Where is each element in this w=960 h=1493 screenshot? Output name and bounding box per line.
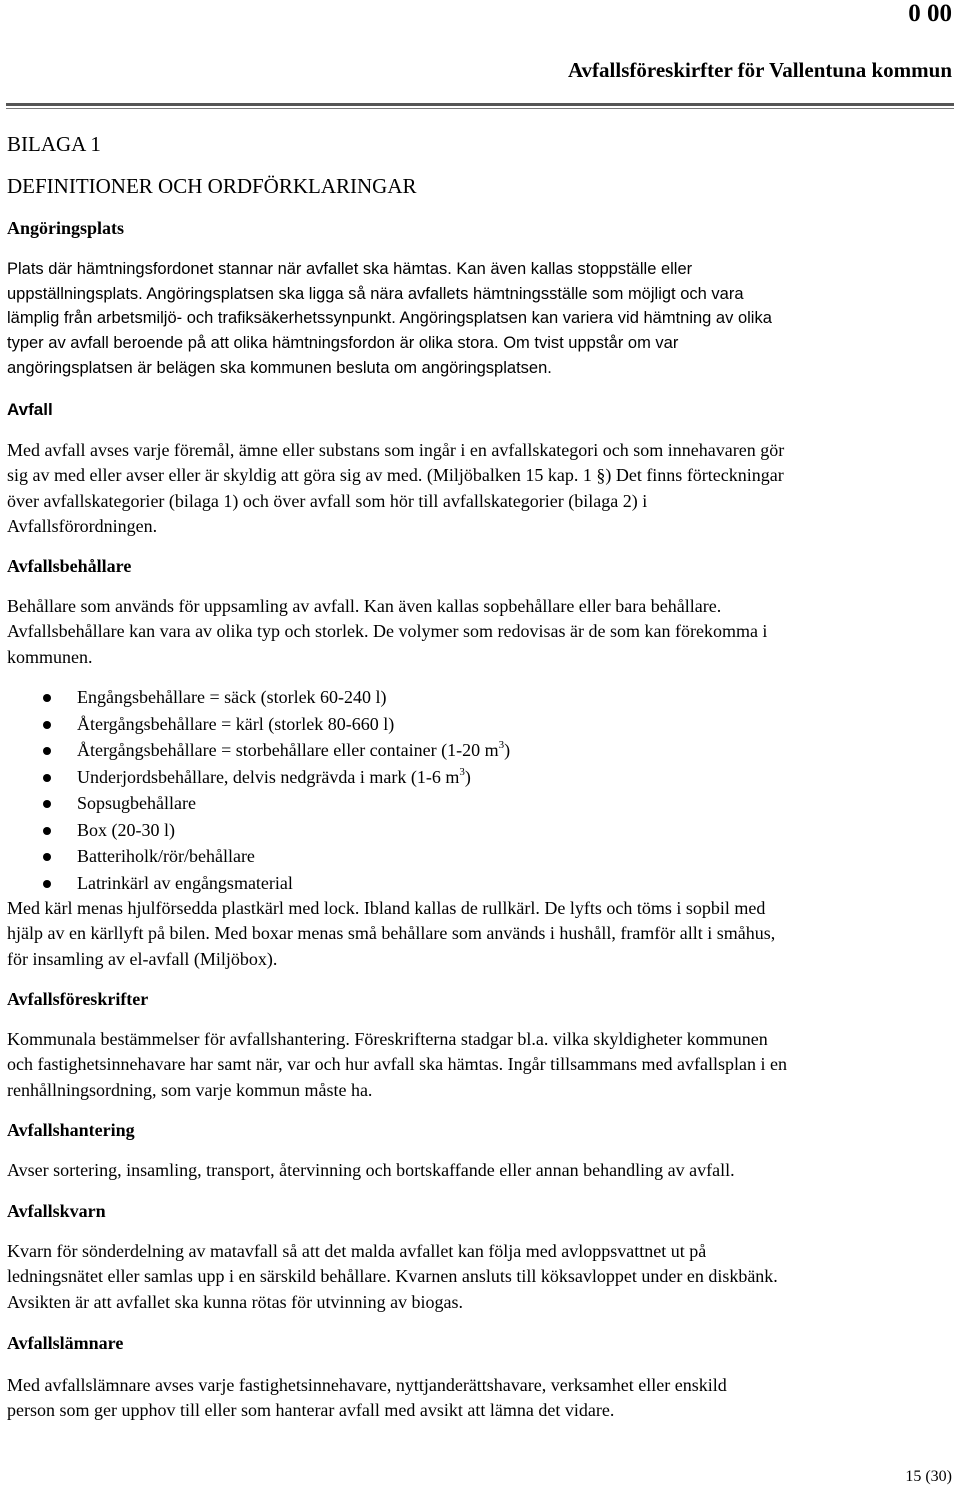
list-item: Box (20-30 l): [7, 817, 907, 844]
bullet-icon: [43, 721, 51, 729]
definition-avfallskvarn: [7, 1239, 952, 1315]
header-divider-thin: [6, 108, 954, 109]
bullet-icon: [43, 853, 51, 861]
definition-line: lämplig från arbetsmiljö- och trafiksäkerhetssynpunkt. Angöringsplatsen kan variera vid hämtning av olika: [7, 309, 772, 328]
definition-line: Avsikten är att avfallet ska kunna rötas för utvinning av biogas.: [7, 1291, 464, 1312]
list-item: Återgångsbehållare = kärl (storlek 80-660 l): [7, 711, 907, 738]
section-title: DEFINITIONER OCH ORDFÖRKLARINGAR: [7, 174, 417, 198]
list-item: Batteriholk/rör/behållare: [7, 843, 907, 870]
header-divider: [6, 103, 954, 106]
definition-line: Kommunala bestämmelser för avfallshantering. Föreskrifterna stadgar bl.a. vilka skyldigheter kommunen: [7, 1029, 768, 1049]
definition-line: över avfallskategorier (bilaga 1) och över avfall som hör till avfallskategorier (bilaga 2) i: [7, 490, 648, 511]
superscript-three: 3: [459, 765, 465, 778]
definition-line: Avser sortering, insamling, transport, återvinning och bortskaffande eller annan behandling av avfall.: [7, 1160, 735, 1180]
list-item: Underjordsbehållare, delvis nedgrävda i mark (1-6 $m^3$): [7, 764, 907, 791]
document-title: Avfallsföreskirfter för Vallentuna kommun: [567, 58, 952, 82]
definition-line: och fastighetsinnehavare har samt när, var och hur avfall ska hämtas. Ingår tillsammans med avfallsplan i en: [7, 1054, 788, 1075]
term-avfallsforeskrifter: Avfallsföreskrifter: [7, 989, 149, 1009]
definition-line: renhållningsordning, som varje kommun måste ha.: [7, 1079, 373, 1100]
bullet-icon: [43, 747, 51, 755]
list-item: Återgångsbehållare = storbehållare eller container (1-20 $m^3$): [7, 737, 907, 764]
definition-line: Med kärl menas hjulförsedda plastkärl med lock. Ibland kallas de rullkärl. De lyfts och töms i sopbil med: [7, 898, 766, 918]
definition-line: Med avfall avses varje föremål, ämne eller substans som ingår i en avfallskategori och som innehavaren gör: [7, 440, 785, 460]
definition-line: kommunen.: [7, 646, 93, 667]
definition-line: för insamling av el-avfall (Miljöbox).: [7, 948, 278, 969]
definition-avfallsbehallare: [7, 594, 952, 670]
definition-line: Plats där hämtningsfordonet stannar när avfallet ska hämtas. Kan även kallas stoppställe eller: [7, 260, 693, 278]
list-item: Engångsbehållare = säck (storlek 60-240 l): [7, 684, 907, 711]
definition-avfall: [7, 438, 952, 539]
definition-angoringsplats: [7, 257, 952, 381]
bullet-icon: [43, 774, 51, 782]
page-number: 15 (30): [905, 1468, 952, 1485]
definition-line: Kvarn för sönderdelning av matavfall så att det malda avfallet kan följa med avloppsvattnet ut på: [7, 1241, 707, 1261]
definition-avfallsbehallare-extra: [7, 896, 952, 972]
term-avfallsbehallare: Avfallsbehållare: [7, 556, 132, 576]
bullet-icon: [43, 800, 51, 808]
definition-line: Avfallsbehållare kan vara av olika typ och storlek. De volymer som redovisas är de som kan förekomma i: [7, 621, 768, 642]
definition-line: ledningsnätet eller samlas upp i en särskild behållare. Kvarnen ansluts till köksavloppet under en diskbänk.: [7, 1266, 778, 1287]
definition-line: uppställningsplats. Angöringsplatsen ska ligga så nära avfallets hämtningsställe som möjligt och vara: [7, 284, 744, 303]
definition-line: sig av med eller avser eller är skyldig att göra sig av med. (Miljöbalken 15 kap. 1 §) Det finns förteckningar: [7, 465, 784, 486]
superscript-three: 3: [498, 739, 505, 751]
term-angoringsplats: Angöringsplats: [7, 218, 125, 238]
list-item: Sopsugbehållare: [7, 790, 907, 817]
definition-line: Avfallsförordningen.: [7, 515, 158, 536]
definition-line: typer av avfall beroende på att olika hämtningsfordon är olika stora. Om tvist uppstår om var: [7, 334, 679, 353]
definition-line: person som ger upphov till eller som hanterar avfall med avsikt att lämna det vidare.: [7, 1400, 615, 1421]
term-avfallskvarn: Avfallskvarn: [7, 1201, 106, 1221]
bullet-icon: [43, 694, 51, 702]
term-avfall: Avfall: [7, 400, 53, 419]
definition-line: Behållare som används för uppsamling av avfall. Kan även kallas sopbehållare eller bara behållare.: [7, 596, 722, 616]
definition-avfallsforeskrifter: [7, 1027, 952, 1103]
term-avfallslamnare: Avfallslämnare: [7, 1333, 124, 1353]
container-types-list: [7, 684, 907, 896]
document-code: 0 00: [908, 0, 952, 27]
definition-line: Med avfallslämnare avses varje fastighetsinnehavare, nyttjanderättshavare, verksamhet eller enskild: [7, 1375, 727, 1395]
definition-avfallslamnare: [7, 1373, 952, 1424]
bullet-icon: [43, 880, 51, 888]
appendix-label: BILAGA 1: [7, 132, 101, 156]
definition-avfallshantering: [7, 1158, 952, 1183]
definition-line: hjälp av en kärllyft på bilen. Med boxar menas små behållare som används i hushåll, framför allt i småhus,: [7, 923, 776, 944]
bullet-icon: [43, 827, 51, 835]
list-item: Latrinkärl av engångsmaterial: [7, 870, 907, 897]
definition-line: angöringsplatsen är belägen ska kommunen besluta om angöringsplatsen.: [7, 358, 552, 377]
term-avfallshantering: Avfallshantering: [7, 1120, 135, 1140]
